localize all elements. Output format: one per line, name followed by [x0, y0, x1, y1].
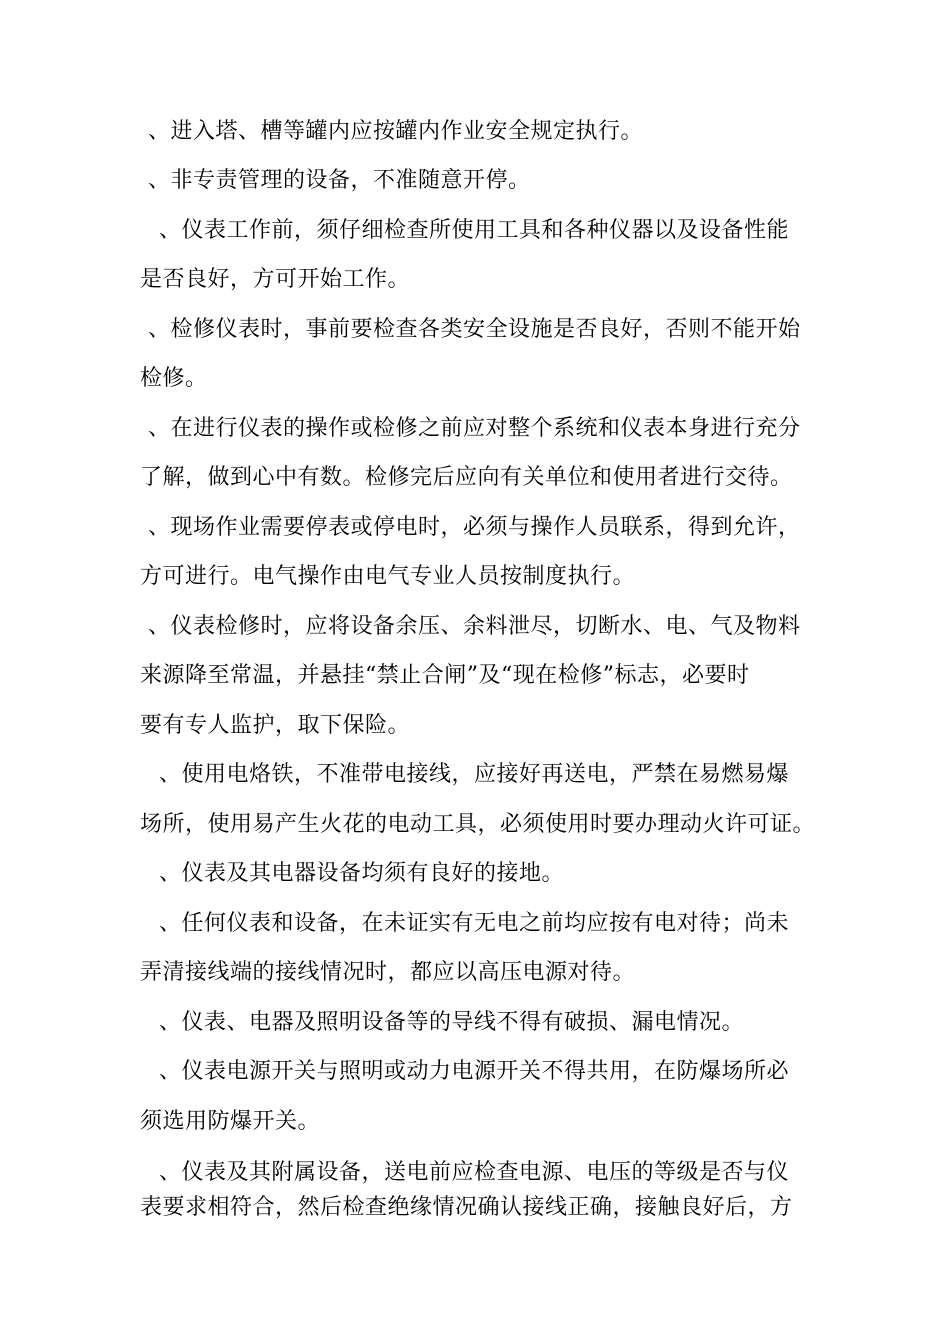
text-line: 须选用防爆开关。 — [140, 1109, 321, 1134]
text-line: 检修。 — [140, 366, 208, 391]
text-line: 要有专人监护，取下保险。 — [140, 713, 411, 738]
text-line: 场所，使用易产生火花的电动工具，必须使用时要办理动火许可证。 — [140, 812, 816, 837]
text-line: 、检修仪表时，事前要检查各类安全设施是否良好，否则不能开始 — [148, 317, 801, 342]
text-line: 、现场作业需要停表或停电时，必须与操作人员联系，得到允许， — [148, 515, 801, 540]
text-line: 、仪表、电器及照明设备等的导线不得有破损、漏电情况。 — [159, 1010, 745, 1035]
text-line: 、仪表电源开关与照明或动力电源开关不得共用，在防爆场所必 — [159, 1059, 790, 1084]
text-line: 、仪表及其附属设备，送电前应检查电源、电压的等级是否与仪 — [159, 1160, 790, 1185]
text-line: 表要求相符合，然后检查绝缘情况确认接线正确，接触良好后，方 — [140, 1195, 793, 1220]
text-line: 、使用电烙铁，不准带电接线，应接好再送电，严禁在易燃易爆 — [159, 762, 790, 787]
text-line: 方可进行。电气操作由电气专业人员按制度执行。 — [140, 564, 636, 589]
text-line: 是否良好，方可开始工作。 — [140, 267, 411, 292]
text-line: 弄清接线端的接线情况时，都应以高压电源对待。 — [140, 960, 636, 985]
text-line: 、在进行仪表的操作或检修之前应对整个系统和仪表本身进行充分 — [148, 416, 801, 441]
text-line: 、仪表工作前，须仔细检查所使用工具和各种仪器以及设备性能 — [159, 218, 790, 243]
text-line: 、进入塔、槽等罐内应按罐内作业安全规定执行。 — [148, 119, 644, 144]
text-line: 来源降至常温，并悬挂“禁止合闸”及“现在检修”标志，必要时 — [140, 663, 750, 688]
text-line: 了解，做到心中有数。检修完后应向有关单位和使用者进行交待。 — [140, 465, 793, 490]
text-line: 、仪表及其电器设备均须有良好的接地。 — [159, 861, 565, 886]
text-line: 、仪表检修时，应将设备余压、余料泄尽，切断水、电、气及物料 — [148, 614, 801, 639]
text-line: 、任何仪表和设备，在未证实有无电之前均应按有电对待；尚未 — [159, 911, 790, 936]
text-line: 、非专责管理的设备，不准随意开停。 — [148, 168, 531, 193]
